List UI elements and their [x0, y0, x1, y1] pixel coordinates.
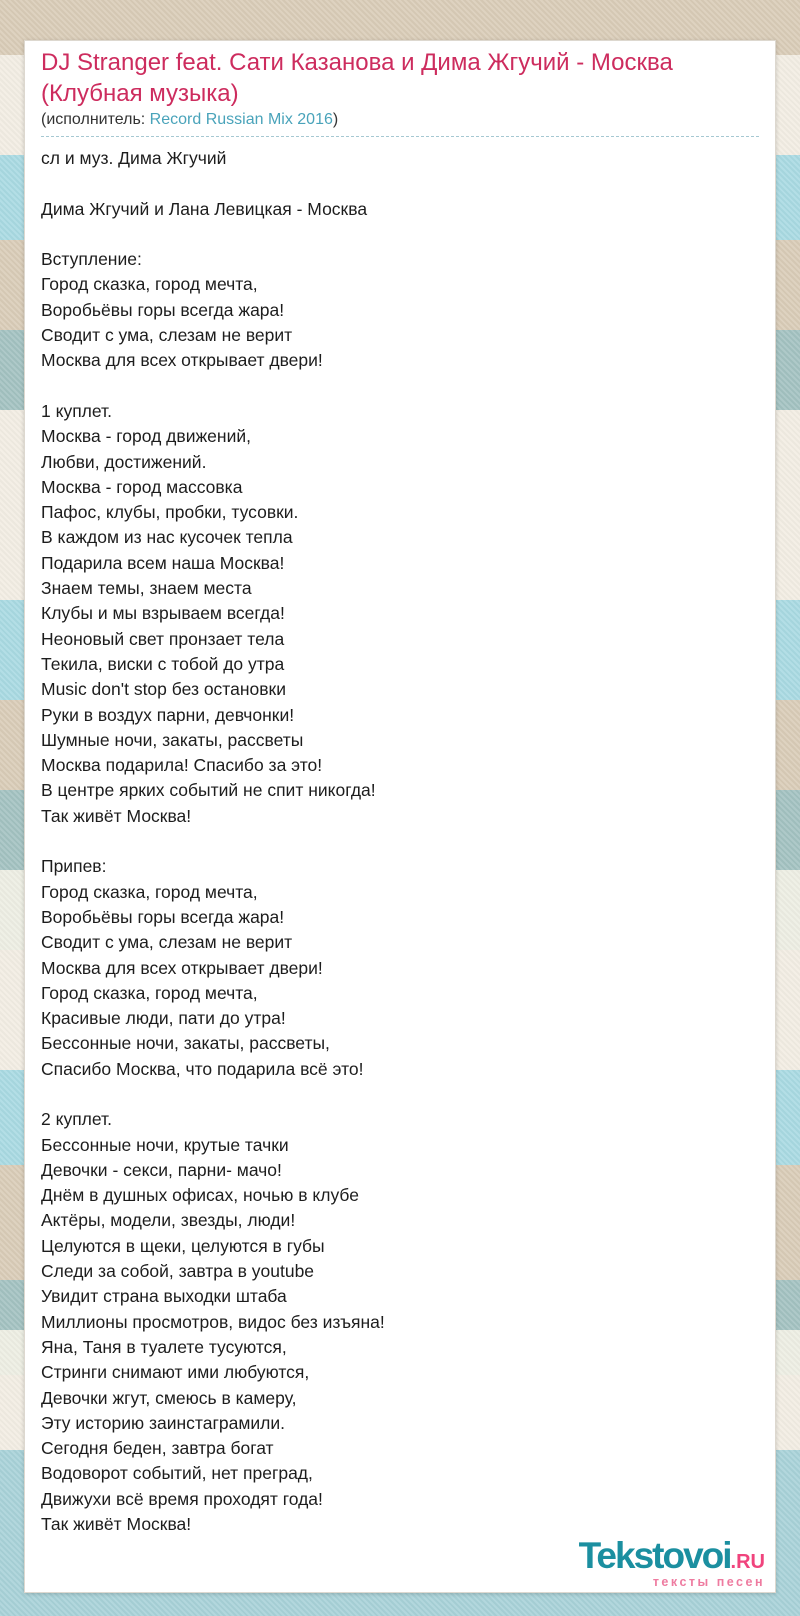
lyric-line: [41, 222, 759, 247]
site-logo-tagline: тексты песен: [652, 1574, 765, 1589]
lyric-line: Днём в душных офисах, ночью в клубе: [41, 1185, 359, 1206]
artist-link[interactable]: Record Russian Mix 2016: [149, 111, 333, 128]
lyric-line: Music don't stop без остановки: [41, 679, 286, 700]
lyric-line: Руки в воздух парни, девчонки!: [41, 704, 295, 725]
lyric-line: Пафос, клубы, пробки, тусовки.: [41, 502, 299, 523]
lyric-line: Миллионы просмотров, видос без изъяна!: [41, 1311, 385, 1332]
lyric-line: Движухи всё время проходят года!: [41, 1488, 323, 1509]
lyric-line: Эту историю заинстаграмили.: [41, 1412, 285, 1433]
lyric-line: Подарила всем наша Москва!: [41, 552, 285, 573]
lyric-line: Бессонные ночи, закаты, рассветы,: [41, 1033, 330, 1054]
page-title: DJ Stranger feat. Сати Казанова и Дима Жгучий - Москва (Клубная музыка): [41, 49, 673, 107]
lyric-line: Вступление:: [41, 249, 142, 270]
lyric-line: Город сказка, город мечта,: [41, 982, 258, 1003]
lyric-line: Текила, виски с тобой до утра: [41, 653, 285, 674]
lyric-line: 2 куплет.: [41, 1109, 112, 1130]
lyric-line: В центре ярких событий не спит никогда!: [41, 780, 376, 801]
lyric-line: Девочки - секси, парни- мачо!: [41, 1159, 282, 1180]
lyric-line: Москва - город движений,: [41, 426, 251, 447]
lyric-line: [41, 171, 759, 196]
lyric-line: 1 куплет.: [41, 400, 112, 421]
site-logo-name: Tekstovoi: [578, 1534, 731, 1576]
site-logo[interactable]: [578, 1534, 765, 1589]
lyric-line: В каждом из нас кусочек тепла: [41, 527, 293, 548]
lyric-line: Стринги снимают ими любуются,: [41, 1362, 310, 1383]
artist-label-prefix: (исполнитель:: [41, 111, 150, 128]
lyric-line: Красивые люди, пати до утра!: [41, 1008, 286, 1029]
lyric-line: [41, 829, 759, 854]
lyric-line: Девочки жгут, смеюсь в камеру,: [41, 1387, 297, 1408]
site-logo-tld: .RU: [730, 1550, 765, 1573]
content-card: [24, 40, 776, 1593]
lyric-line: Увидит страна выходки штаба: [41, 1286, 287, 1307]
lyric-line: Спасибо Москва, что подарила всё это!: [41, 1058, 364, 1079]
lyric-line: Припев:: [41, 856, 107, 877]
lyric-line: Так живёт Москва!: [41, 1514, 192, 1535]
lyric-line: Шумные ночи, закаты, рассветы: [41, 729, 304, 750]
lyric-line: Актёры, модели, звезды, люди!: [41, 1210, 296, 1231]
lyric-line: Сегодня беден, завтра богат: [41, 1438, 274, 1459]
lyric-line: Воробьёвы горы всегда жара!: [41, 906, 285, 927]
lyric-line: Бессонные ночи, крутые тачки: [41, 1134, 289, 1155]
lyric-line: Сводит с ума, слезам не верит: [41, 932, 293, 953]
lyric-line: Город сказка, город мечта,: [41, 274, 258, 295]
lyric-line: сл и муз. Дима Жгучий: [41, 148, 227, 168]
lyric-line: Целуются в щеки, целуются в губы: [41, 1235, 325, 1256]
lyric-line: Город сказка, город мечта,: [41, 881, 258, 902]
lyric-line: Так живёт Москва!: [41, 805, 192, 826]
lyric-line: Дима Жгучий и Лана Левицкая - Москва: [41, 198, 368, 219]
lyric-line: Следи за собой, завтра в youtube: [41, 1261, 315, 1282]
lyric-line: Сводит с ума, слезам не верит: [41, 325, 293, 346]
lyric-line: [41, 374, 759, 399]
lyric-line: Клубы и мы взрываем всегда!: [41, 603, 285, 624]
lyric-line: Любви, достижений.: [41, 451, 207, 472]
site-logo-wordmark: [578, 1534, 765, 1576]
lyrics-block: [41, 146, 759, 1537]
lyric-line: Водоворот событий, нет преград,: [41, 1463, 313, 1484]
artist-label-suffix: ): [332, 111, 339, 128]
lyric-line: Неоновый свет пронзает тела: [41, 628, 285, 649]
lyric-line: Знаем темы, знаем места: [41, 578, 252, 599]
lyric-line: Москва для всех открывает двери!: [41, 350, 323, 371]
lyric-line: Яна, Таня в туалете тусуются,: [41, 1336, 287, 1357]
lyric-line: Москва - город массовка: [41, 476, 243, 497]
lyric-line: Москва для всех открывает двери!: [41, 957, 323, 978]
lyric-line: Воробьёвы горы всегда жара!: [41, 299, 285, 320]
lyric-line: Москва подарила! Спасибо за это!: [41, 755, 323, 776]
lyric-line: [41, 1082, 759, 1107]
artist-line: [41, 111, 759, 137]
